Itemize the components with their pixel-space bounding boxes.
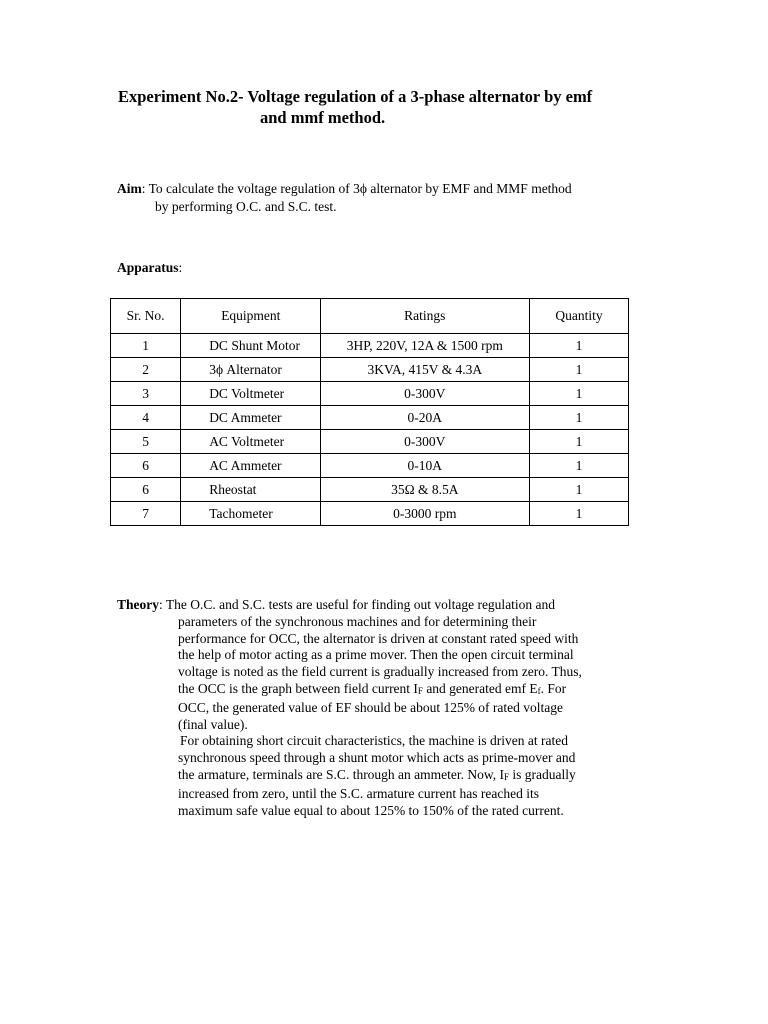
cell-equipment: DC Shunt Motor <box>181 334 320 358</box>
subscript-f: F <box>504 771 510 782</box>
theory-line: increased from zero, until the S.C. armature current has reached its <box>178 785 539 801</box>
theory-line <box>117 681 647 700</box>
theory-section <box>117 597 647 819</box>
cell-sr-no: 2 <box>111 358 181 382</box>
table-row <box>111 382 629 406</box>
title-line-1: Experiment No.2- Voltage regulation of a 3-phase alternator by emf <box>118 87 593 106</box>
cell-equipment: DC Ammeter <box>181 406 320 430</box>
cell-sr-no: 1 <box>111 334 181 358</box>
table-row <box>111 358 629 382</box>
cell-ratings: 35Ω & 8.5A <box>320 478 530 502</box>
cell-quantity: 1 <box>530 382 629 406</box>
theory-text: is gradually <box>509 766 576 782</box>
title-line-2: and mmf method. <box>260 108 386 127</box>
theory-line: synchronous speed through a shunt motor which acts as prime-mover and <box>178 750 576 766</box>
apparatus-heading <box>117 259 182 277</box>
cell-sr-no: 6 <box>111 478 181 502</box>
cell-equipment: DC Voltmeter <box>181 382 320 406</box>
theory-line <box>117 767 647 786</box>
cell-sr-no: 3 <box>111 382 181 406</box>
table-row <box>111 502 629 526</box>
theory-line: : The O.C. and S.C. tests are useful for finding out voltage regulation and <box>159 597 556 612</box>
apparatus-label: Apparatus <box>117 260 179 275</box>
header-ratings: Ratings <box>320 299 530 334</box>
theory-label: Theory <box>117 597 159 612</box>
cell-quantity: 1 <box>530 334 629 358</box>
cell-equipment: 3ϕ Alternator <box>181 358 320 382</box>
theory-text: the OCC is the graph between field current I <box>178 680 418 696</box>
cell-quantity: 1 <box>530 454 629 478</box>
theory-text: . For <box>540 680 567 696</box>
theory-text: the armature, terminals are S.C. through an ammeter. Now, I <box>178 766 505 782</box>
apparatus-table <box>110 298 629 526</box>
subscript-f: F <box>417 685 423 696</box>
header-equipment: Equipment <box>181 299 320 334</box>
table-row <box>111 430 629 454</box>
table-row <box>111 334 629 358</box>
header-quantity: Quantity <box>530 299 629 334</box>
cell-ratings: 0-300V <box>320 382 530 406</box>
cell-sr-no: 6 <box>111 454 181 478</box>
cell-equipment: Tachometer <box>181 502 320 526</box>
page-title <box>118 86 678 128</box>
cell-ratings: 0-3000 rpm <box>320 502 530 526</box>
subscript-f: f <box>537 685 541 696</box>
cell-ratings: 0-10A <box>320 454 530 478</box>
cell-sr-no: 4 <box>111 406 181 430</box>
table-row <box>111 454 629 478</box>
theory-line: For obtaining short circuit characteristics, the machine is driven at rated <box>180 733 568 749</box>
theory-line: maximum safe value equal to about 125% to 150% of the rated current. <box>178 802 564 818</box>
cell-quantity: 1 <box>530 406 629 430</box>
theory-line: performance for OCC, the alternator is driven at constant rated speed with <box>178 630 579 646</box>
table-row <box>111 478 629 502</box>
cell-quantity: 1 <box>530 430 629 454</box>
theory-text: and generated emf E <box>422 680 538 696</box>
cell-equipment: Rheostat <box>181 478 320 502</box>
cell-ratings: 3KVA, 415V & 4.3A <box>320 358 530 382</box>
cell-equipment: AC Voltmeter <box>181 430 320 454</box>
apparatus-colon: : <box>178 260 183 275</box>
aim-label: Aim <box>117 181 142 196</box>
cell-ratings: 0-20A <box>320 406 530 430</box>
cell-quantity: 1 <box>530 502 629 526</box>
cell-quantity: 1 <box>530 358 629 382</box>
theory-line: (final value). <box>178 716 248 732</box>
cell-equipment: AC Ammeter <box>181 454 320 478</box>
aim-section <box>117 180 657 216</box>
aim-text-1: : To calculate the voltage regulation of 3ϕ alternator by EMF and MMF method <box>141 181 572 196</box>
table-row <box>111 406 629 430</box>
cell-sr-no: 5 <box>111 430 181 454</box>
header-sr-no: Sr. No. <box>111 299 181 334</box>
cell-ratings: 3HP, 220V, 12A & 1500 rpm <box>320 334 530 358</box>
table-header-row <box>111 299 629 334</box>
theory-line: the help of motor acting as a prime mover. Then the open circuit terminal <box>178 647 574 663</box>
aim-text-2: by performing O.C. and S.C. test. <box>155 199 337 214</box>
cell-quantity: 1 <box>530 478 629 502</box>
theory-line: parameters of the synchronous machines and for determining their <box>178 613 537 629</box>
cell-ratings: 0-300V <box>320 430 530 454</box>
theory-line: OCC, the generated value of EF should be about 125% of rated voltage <box>178 699 564 715</box>
theory-line: voltage is noted as the field current is gradually increased from zero. Thus, <box>178 664 582 680</box>
cell-sr-no: 7 <box>111 502 181 526</box>
